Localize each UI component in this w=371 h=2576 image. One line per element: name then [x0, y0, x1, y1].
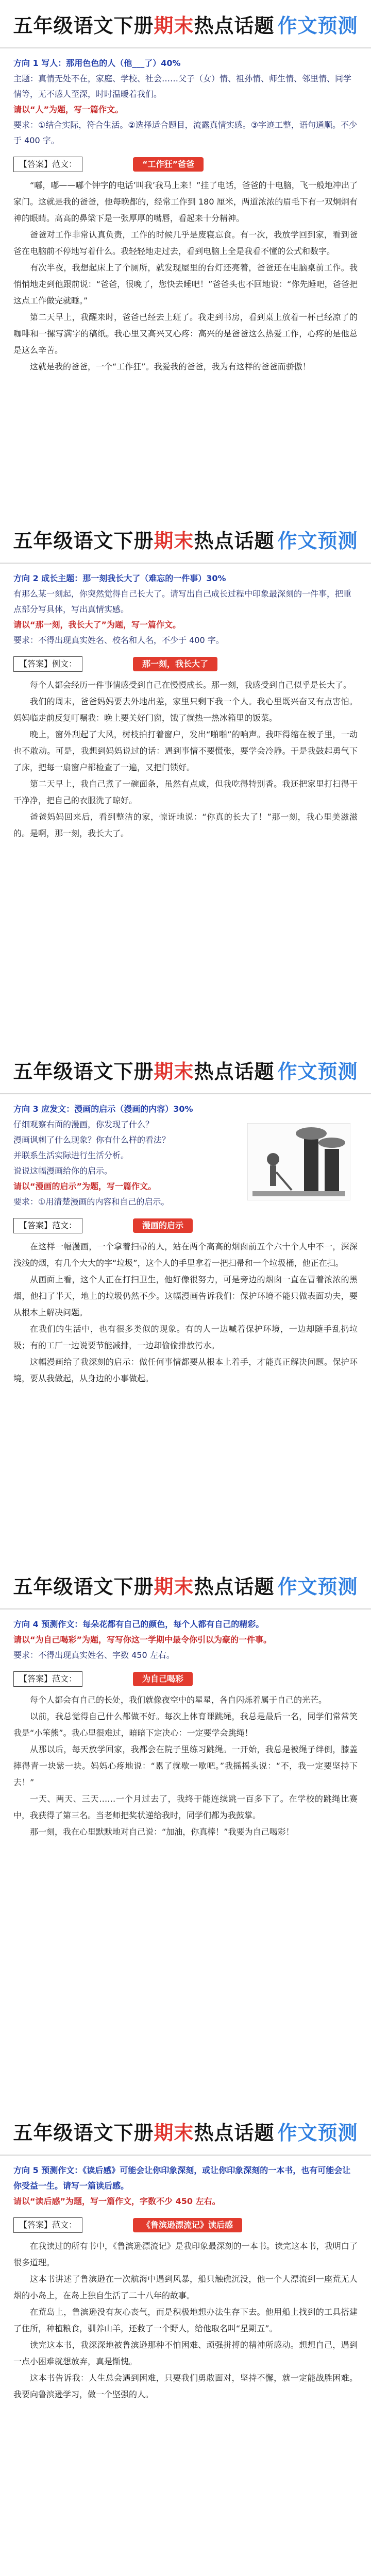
banner-predict: 作文预测 [277, 1059, 358, 1083]
answer-tag: 【答案】范文： [13, 2217, 82, 2233]
essay-paragraph: 第二天早上，我醒来时，爸爸已经去上班了。我走到书房，看到桌上放着一杯已经凉了的咖啡和一摞写满字的稿纸。我心里又高兴又心疼：高兴的是爸爸这么热爱工作，心疼的是他总是这么辛苦。 [13, 312, 358, 355]
essay-paragraph: 那一刻，我在心里默默地对自己说：“加油，你真棒！”我要为自己喝彩！ [30, 1827, 294, 1837]
answer-head [13, 157, 358, 172]
essay-paragraph: 晚上，窗外刮起了大风，树枝拍打着窗户，发出“啪啪”的响声。我吓得缩在被子里，一动也不敢动。可是，我想到妈妈说过的话：遇到事情不要慌张，要学会冷静。于是我鼓起勇气下了床，把每一扇窗户都检查了一遍，又把门锁好。 [13, 730, 358, 772]
section-5 [0, 2107, 371, 2576]
banner-predict: 作文预测 [277, 13, 358, 37]
prompt [13, 571, 358, 648]
banner-grade: 五年级语文下册 [13, 2121, 154, 2144]
banner-predict: 作文预测 [277, 2121, 358, 2144]
section-banner [0, 515, 371, 564]
prompt [13, 1101, 237, 1210]
banner-topic: 热点话题 [194, 529, 275, 552]
section-2 [0, 515, 371, 1046]
answer-head [13, 1671, 358, 1687]
essay-title: 漫画的启示 [133, 1218, 193, 1233]
essay-paragraph: 这本书告诉我：人生总会遇到困难，只要我们勇敢面对，坚持不懈，就一定能战胜困难。我要向鲁滨逊学习，做一个坚强的人。 [13, 2373, 358, 2399]
essay-paragraph: 第二天早上，我自己煮了一碗面条，虽然有点咸，但我吃得特别香。我还把家里打扫得干干净净，把自己的衣服洗了晾好。 [13, 779, 358, 805]
prompt-line: 请以“为自己喝彩”为题，写写你这一学期中最令你引以为豪的一件事。 [13, 1635, 272, 1645]
prompt-line: 要求：①结合实际，符合生活。②选择适合题目，流露真情实感。③字迹工整，语句通顺。不少于 400 字。 [13, 120, 358, 145]
prompt [13, 56, 358, 148]
essay-paragraph: 从那以后，每天放学回家，我都会在院子里练习跳绳。一开始，我总是被绳子绊倒，膝盖摔得青一块紫一块。妈妈心疼地说：“累了就歇一歇吧。”我摇摇头说：“不，我一定要坚持下去！” [13, 1744, 358, 1787]
banner-topic: 热点话题 [194, 13, 275, 37]
prompt-line: 有那么某一刻起，你突然觉得自己长大了。请写出自己成长过程中印象最深刻的一件事，把重点部分写具体，写出真情实感。 [13, 589, 352, 614]
essay-paragraph: 在这样一幅漫画，一个拿着扫帚的人，站在两个高高的烟囱前五个六十个人中不一，深深浅浅的烟，有几个大大的字“垃圾”，这个人的手里拿着一把扫帚和一个垃圾桶，他正在扫。 [13, 1242, 358, 1268]
answer-tag: 【答案】范文： [13, 1671, 82, 1687]
essay-paragraph: 在我们的生活中，也有很多类似的现象。有的人一边喊着保护环境，一边却随手乱扔垃圾；有的工厂一边说要节能减排，一边却偷偷排放污水。 [13, 1324, 358, 1350]
essay [13, 1692, 358, 1840]
section-3 [0, 1046, 371, 1561]
essay-paragraph: 有次半夜，我想起床上了个厕所，就发现屋里的台灯还亮着，爸爸还在电脑桌前工作。我悄悄地走到他跟前说：“爸爸，很晚了，您快去睡吧！”爸爸头也不回地说：“你先睡吧，爸爸把这点工作做完就睡。” [13, 263, 358, 306]
prompt-line: 方向 5 预测作文：《读后感》可能会让你印象深刻，或让你印象深刻的一本书，也有可能会让你受益一生。请写一篇读后感。 [13, 2165, 351, 2191]
essay-paragraph: 爸爸对工作非常认真负责，工作的时候几乎是废寝忘食。有一次，我放学回到家，看到爸爸在电脑前不停地写着什么。我轻轻地走过去，看到电脑上全是我看不懂的公式和数字。 [13, 230, 358, 256]
essay-paragraph: 我们的周末，爸爸妈妈要去外地出差，家里只剩下我一个人。我心里既兴奋又有点害怕。妈妈临走前反复叮嘱我：晚上要关好门窗，饿了就热一热冰箱里的饭菜。 [13, 697, 358, 723]
section-banner [0, 1561, 371, 1609]
banner-grade: 五年级语文下册 [13, 1574, 154, 1598]
section-1 [0, 0, 371, 515]
banner-topic: 热点话题 [194, 1574, 275, 1598]
section-4 [0, 1561, 371, 2107]
prompt [13, 2163, 358, 2209]
answer-tag: 【答案】范文： [13, 1218, 82, 1233]
banner-final: 期末 [154, 13, 194, 37]
prompt-line: 方向 1 写人：那用色色的人（他___了）40% [13, 58, 181, 68]
essay-paragraph: 一天、两天、三天……一个月过去了，我终于能连续跳一百多下了。在学校的跳绳比赛中，我获得了第三名。当老师把奖状递给我时，同学们都为我鼓掌。 [13, 1794, 358, 1820]
banner-predict: 作文预测 [277, 1574, 358, 1598]
essay-paragraph: 在荒岛上，鲁滨逊没有灰心丧气，而是积极地想办法生存下去。他用船上找到的工具搭建了住所，种植粮食，驯养山羊，还救了一个野人，给他取名叫“星期五”。 [13, 2307, 358, 2333]
essay-paragraph: 在我读过的所有书中，《鲁滨逊漂流记》是我印象最深刻的一本书。读完这本书，我明白了很多道理。 [13, 2241, 358, 2267]
essay-paragraph: 这本书讲述了鲁滨逊在一次航海中遇到风暴，船只触礁沉没，他一个人漂流到一座荒无人烟的小岛上，在岛上独自生活了二十八年的故事。 [13, 2274, 358, 2300]
banner-final: 期末 [154, 1574, 194, 1598]
section-banner [0, 1046, 371, 1094]
banner-topic: 热点话题 [194, 2121, 275, 2144]
essay-paragraph: “嘟，嘟——嘟个钟字的电话’叫我’我马上来！”挂了电话，爸爸的十电脑，飞一般地冲出了家门。这就是我的爸爸，他每晚都的，经常工作到 180 厘米，两道浓浓的眉毛下有一双炯炯有神的眼睛。高高的鼻梁下是一张厚厚的嘴唇，看起来十分精神。 [13, 180, 358, 223]
essay-paragraph: 这幅漫画给了我深刻的启示：做任何事情都要从根本上着手，才能真正解决问题。保护环境，要从我做起，从身边的小事做起。 [13, 1357, 358, 1383]
essay [13, 1239, 358, 1387]
answer-head [13, 1218, 358, 1233]
prompt-line: 要求：①用清楚漫画的内容和自己的启示。 [13, 1197, 170, 1207]
prompt-line: 方向 4 预测作文：每朵花都有自己的颜色，每个人都有自己的精彩。 [13, 1619, 264, 1629]
essay-paragraph: 读完这本书，我深深地被鲁滨逊那种不怕困难、顽强拼搏的精神所感动。想想自己，遇到一点小困难就想放弃，真是惭愧。 [13, 2340, 358, 2366]
essay-paragraph: 以前，我总觉得自己什么都做不好。每次上体育课跳绳，我总是最后一名，同学们常常笑我是“小笨熊”。我心里很难过，暗暗下定决心：一定要学会跳绳！ [13, 1711, 358, 1738]
essay-paragraph: 爸爸妈妈回来后，看到整洁的家，惊讶地说：“你真的长大了！”那一刻，我心里美滋滋的。是啊，那一刻，我长大了。 [13, 812, 358, 838]
essay-paragraph: 每个人都会有自己的长处，我们就像夜空中的星星，各自闪烁着属于自己的光芒。 [30, 1695, 327, 1705]
prompt-line: 请以“读后感”为题，写一篇作文，字数不少 450 左右。 [13, 2196, 221, 2206]
essay [13, 677, 358, 842]
essay-title: “工作狂”爸爸 [133, 157, 204, 172]
prompt-line: 主题：真情无处不在，家庭、学校、社会……父子（女）情、祖孙情、师生情、邻里情、同学情等，无不感人至深，时时温暖着我们。 [13, 74, 352, 99]
banner-final: 期末 [154, 1059, 194, 1083]
banner-predict: 作文预测 [277, 529, 358, 552]
banner-grade: 五年级语文下册 [13, 529, 154, 552]
answer-tag: 【答案】范文： [13, 157, 82, 172]
prompt-line: 仔细观察右面的漫画，你发现了什么？ [13, 1120, 154, 1129]
prompt-line: 请以“那一刻，我长大了”为题，写一篇作文。 [13, 620, 181, 630]
prompt-line: 并联系生活实际进行生活分析。 [13, 1150, 129, 1160]
prompt-line: 方向 2 成长主题：那一刻我长大了（难忘的一件事）30% [13, 573, 226, 583]
prompt-line: 说说这幅漫画给你的启示。 [13, 1166, 113, 1176]
cartoon-illustration [247, 1123, 350, 1200]
prompt-line: 要求：不得出现真实姓名、校名和人名，不少于 400 字。 [13, 635, 224, 645]
essay-paragraph: 每个人都会经历一件事情感受到自己在慢慢成长。那一刻，我感受到自己似乎是长大了。 [30, 680, 352, 690]
answer-head [13, 656, 358, 672]
prompt-line: 要求：不得出现真实姓名、字数 450 左右。 [13, 1650, 175, 1660]
banner-final: 期末 [154, 529, 194, 552]
essay-paragraph: 从画面上看，这个人正在打扫卫生，他好像很努力，可是旁边的烟囱一直在冒着浓浓的黑烟，他扫了半天，地上的垃圾仍然不少。这幅漫画告诉我们：保护环境不能只做表面功夫，要从根本上解决问题。 [13, 1275, 358, 1317]
answer-head [13, 2217, 358, 2233]
prompt-line: 漫画讽刺了什么现象？你有什么样的看法？ [13, 1135, 171, 1145]
prompt [13, 1617, 358, 1663]
essay-title: 为自己喝彩 [133, 1672, 193, 1686]
prompt-line: 请以“漫画的启示”为题，写一篇作文。 [13, 1181, 157, 1191]
essay [13, 2238, 358, 2403]
section-banner [0, 0, 371, 48]
essay-title: 《鲁滨逊漂流记》读后感 [133, 2218, 242, 2232]
prompt-line: 请以“人”为题，写一篇作文。 [13, 105, 124, 114]
essay [13, 177, 358, 375]
banner-grade: 五年级语文下册 [13, 13, 154, 37]
essay-paragraph: 这就是我的爸爸，一个“工作狂”。我爱我的爸爸，我为有这样的爸爸而骄傲！ [30, 362, 311, 371]
banner-grade: 五年级语文下册 [13, 1059, 154, 1083]
section-banner [0, 2107, 371, 2156]
essay-title: 那一刻，我长大了 [133, 657, 217, 671]
answer-tag: 【答案】例文： [13, 656, 82, 672]
banner-topic: 热点话题 [194, 1059, 275, 1083]
prompt-line: 方向 3 应发文：漫画的启示（漫画的内容）30% [13, 1104, 193, 1114]
banner-final: 期末 [154, 2121, 194, 2144]
